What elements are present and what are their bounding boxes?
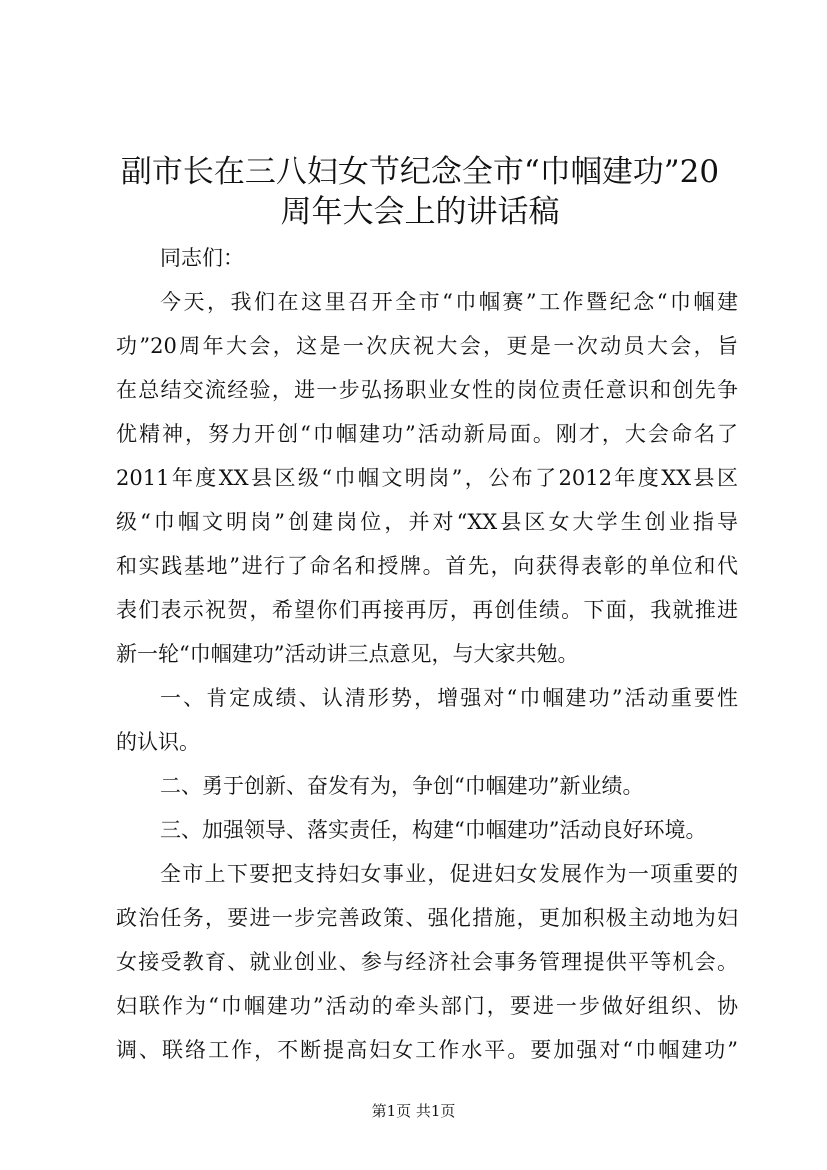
paragraph [116,764,738,808]
text-line: 2011年度XX县区级“巾帼文明岗”，公布了2012年度XX县区 [116,466,738,490]
paragraph [116,852,738,1072]
text-line: 调、联络工作，不断提高妇女工作水平。要加强对“巾帼建功” [116,1038,738,1062]
paragraph [116,236,738,280]
paragraph [116,808,738,852]
paragraph [116,676,738,764]
text-line: 一、肯定成绩、认清形势，增强对“巾帼建功”活动重要性 [160,686,738,710]
text-line: 全市上下要把支持妇女事业，促进妇女发展作为一项重要的 [160,862,738,886]
document-body [116,236,738,1072]
text-line: 功”20周年大会，这是一次庆祝大会，更是一次动员大会，旨 [116,334,738,358]
text-line: 级“巾帼文明岗”创建岗位，并对“XX县区女大学生创业指导 [116,510,738,534]
text-line: 政治任务，要进一步完善政策、强化措施，更加积极主动地为妇 [116,906,738,930]
text-line: 新一轮“巾帼建功”活动讲三点意见，与大家共勉。 [116,642,579,666]
text-line: 三、加强领导、落实责任，构建“巾帼建功”活动良好环境。 [160,818,707,842]
page-footer: 第1页 共1页 [371,1102,456,1120]
document-title-line-2: 周年大会上的讲话稿 [280,194,560,230]
text-line: 今天，我们在这里召开全市“巾帼赛”工作暨纪念“巾帼建 [160,290,738,314]
text-line: 的认识。 [116,730,200,754]
text-line: 表们表示祝贺，希望你们再接再厉，再创佳绩。下面，我就推进 [116,598,738,622]
text-line: 和实践基地”进行了命名和授牌。首先，向获得表彰的单位和代 [116,554,738,578]
text-line: 同志们： [160,246,244,270]
text-line: 二、勇于创新、奋发有为，争创“巾帼建功”新业绩。 [160,774,644,798]
text-line: 在总结交流经验，进一步弘扬职业女性的岗位责任意识和创先争 [116,378,738,402]
text-line: 妇联作为“巾帼建功”活动的牵头部门，要进一步做好组织、协 [116,994,738,1018]
text-line: 女接受教育、就业创业、参与经济社会事务管理提供平等机会。 [116,950,738,974]
text-line: 优精神，努力开创“巾帼建功”活动新局面。刚才，大会命名了 [116,422,738,446]
document-title-line-1: 副市长在三八妇女节纪念全市“巾帼建功”20 [120,154,720,190]
paragraph [116,280,738,676]
